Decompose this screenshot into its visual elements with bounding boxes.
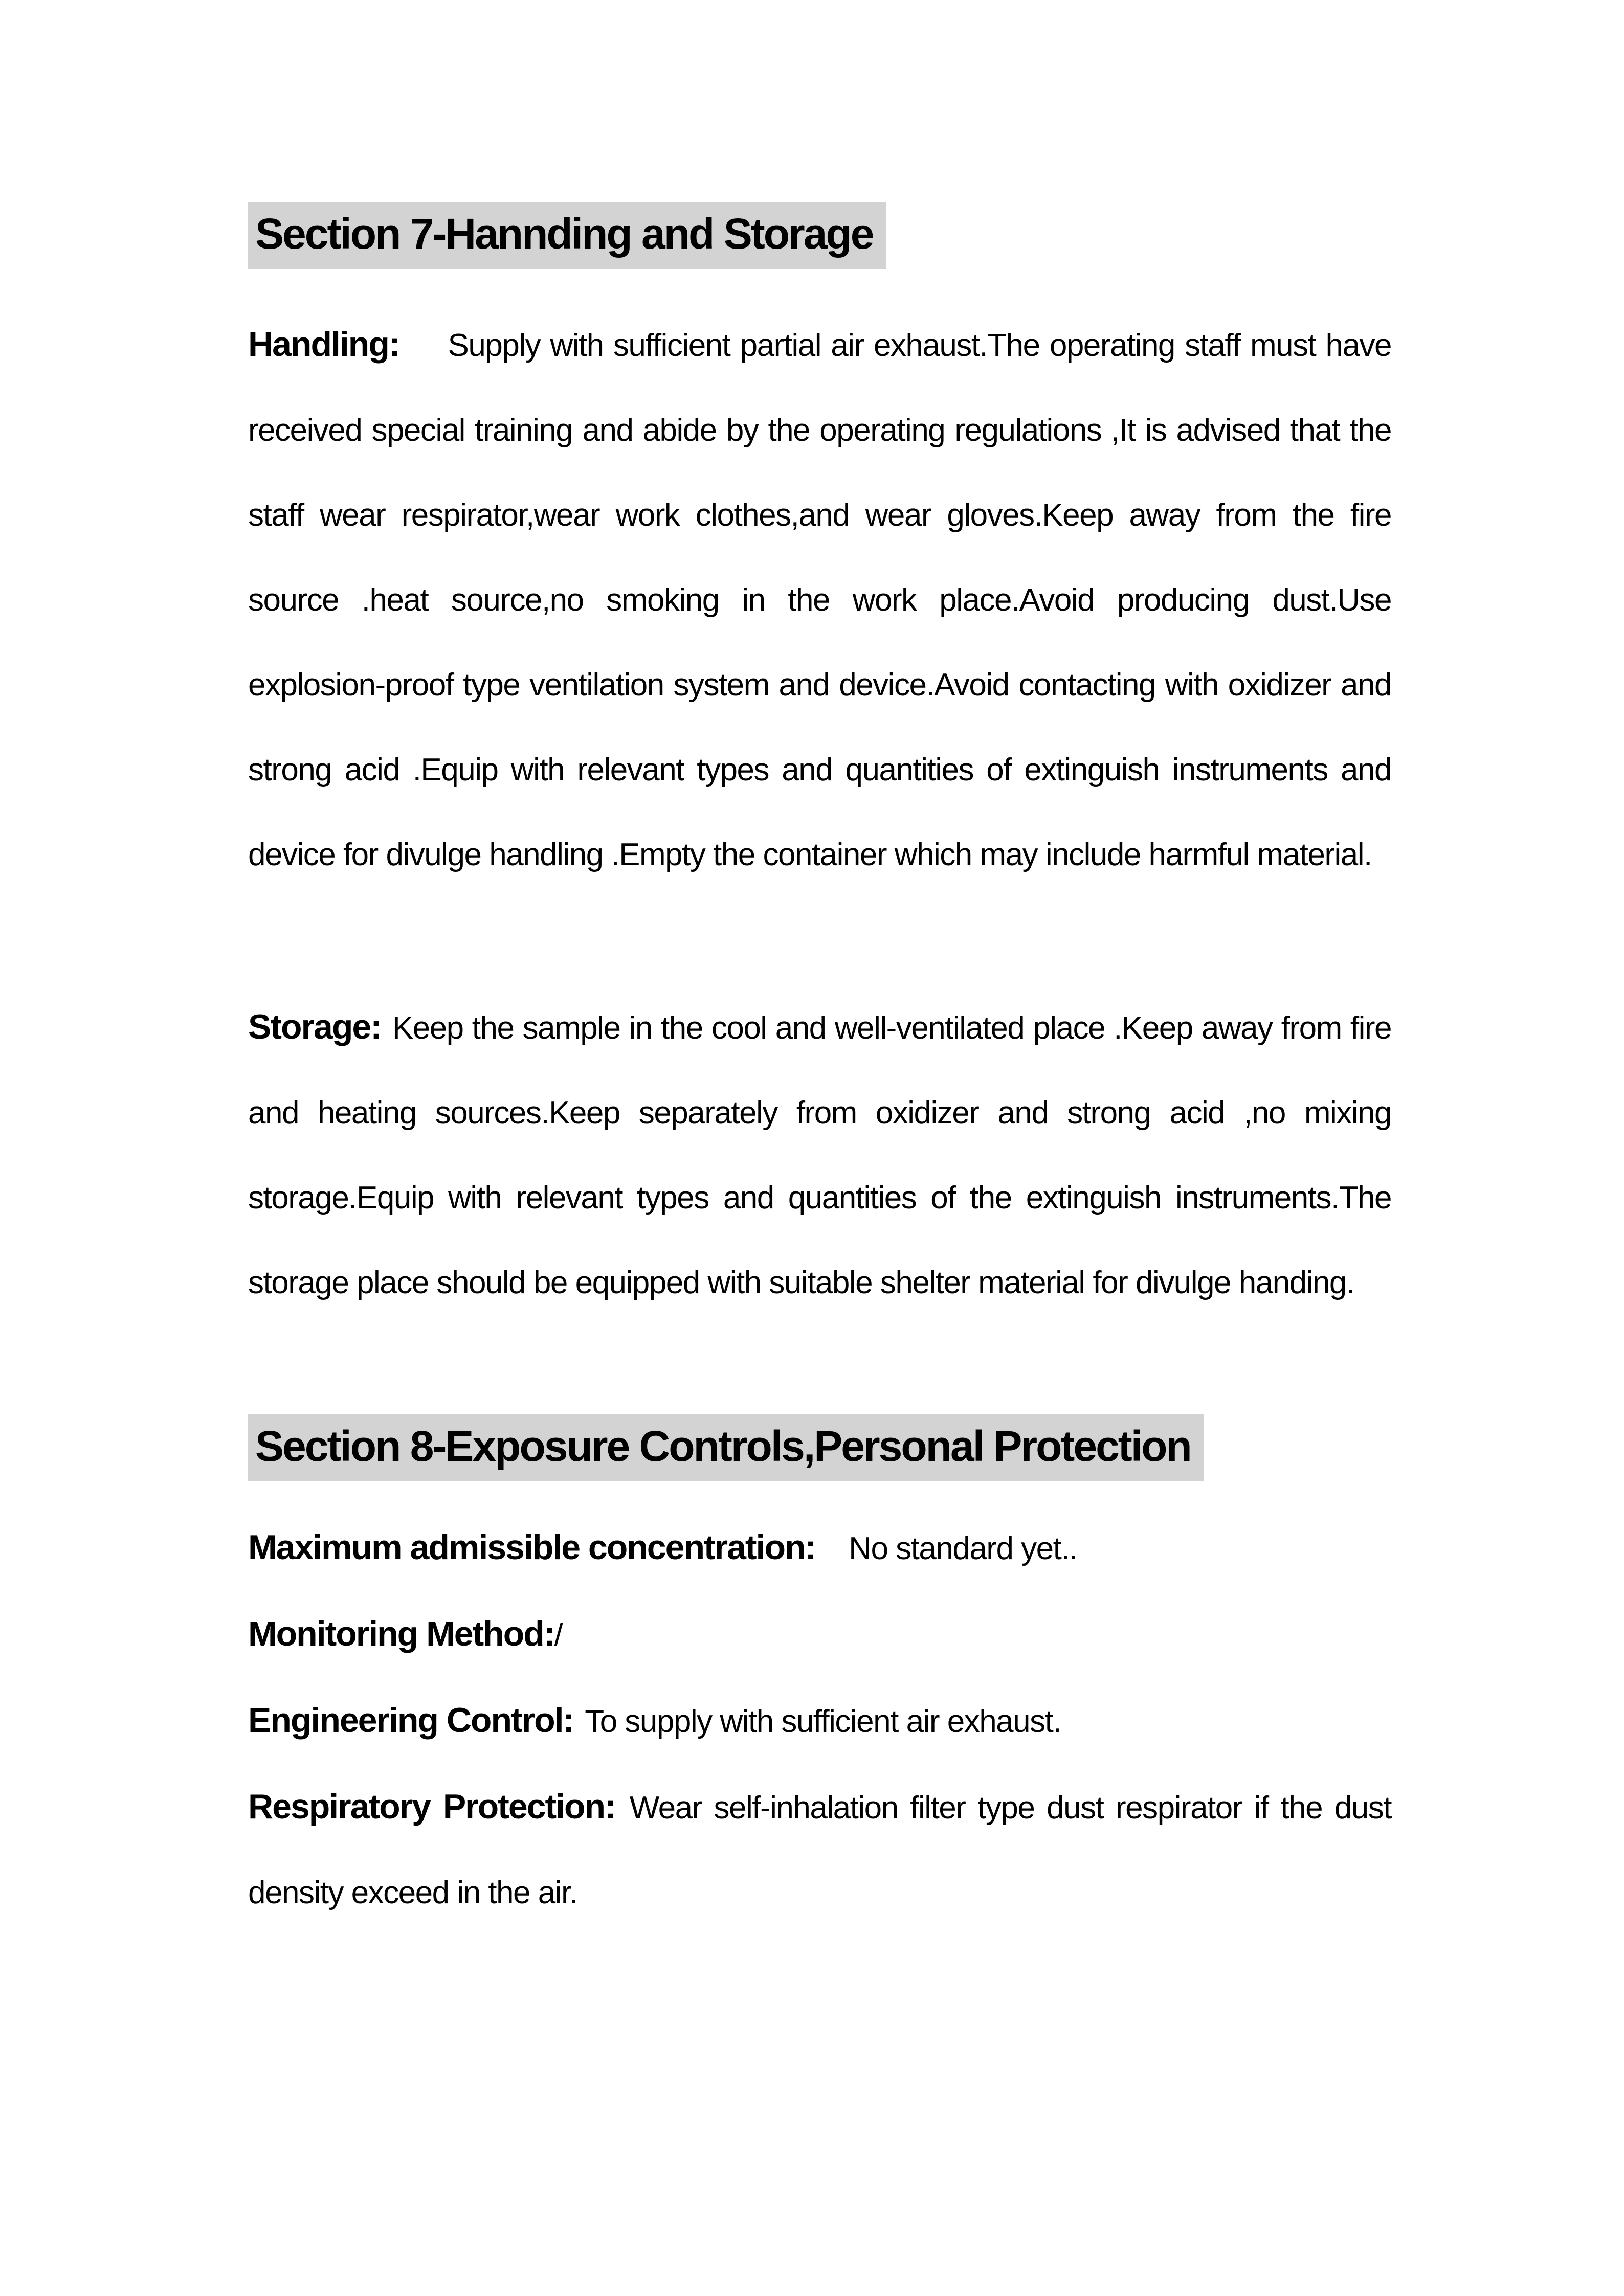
handling-text: Supply with sufficient partial air exhaust.The operating staff must have received special training and abide by the operating regulations ,It is advised that the staff wear respirator,wear work clothes,and wear gloves.Keep away from the fire source .heat source,no smoking in the work place.Avoid producing dust.Use explosion-proof type ventilation system and device.Avoid contacting with oxidizer and strong acid .Equip with relevant types and quantities of extinguish instruments and device for divulge handling .Empty the container which may include harmful material. xyxy=(248,328,1391,873)
storage-label: Storage: xyxy=(248,1007,381,1047)
section7-heading: Section 7-Hannding and Storage xyxy=(248,202,886,269)
storage-paragraph xyxy=(248,984,1391,1325)
section8-heading: Section 8-Exposure Controls,Personal Protection xyxy=(248,1414,1204,1481)
respiratory-protection-value: Wear self-inhalation filter type dust respirator if the dust density exceed in the air. xyxy=(248,1790,1392,1911)
monitoring-method-row xyxy=(248,1591,1391,1678)
engineering-control-label: Engineering Control: xyxy=(248,1701,574,1740)
section8-items xyxy=(248,1505,1391,1935)
max-admissible-concentration-label: Maximum admissible concentration: xyxy=(248,1528,816,1567)
respiratory-protection-row xyxy=(248,1764,1391,1935)
respiratory-protection-label: Respiratory Protection: xyxy=(248,1787,615,1827)
handling-paragraph xyxy=(248,302,1391,897)
storage-text: Keep the sample in the cool and well-ventilated place .Keep away from fire and heating sources.Keep separately from oxidizer and strong acid ,no mixing storage.Equip with relevant types and quantities of the extinguish instruments.The storage place should be equipped with suitable shelter material for divulge handing. xyxy=(248,1010,1391,1301)
engineering-control-row xyxy=(248,1678,1391,1764)
monitoring-method-label: Monitoring Method: xyxy=(248,1614,554,1654)
engineering-control-value: To supply with sufficient air exhaust. xyxy=(585,1704,1061,1740)
monitoring-method-value: / xyxy=(554,1617,563,1653)
max-admissible-concentration-row xyxy=(248,1505,1391,1591)
max-admissible-concentration-value: No standard yet.. xyxy=(849,1531,1077,1567)
handling-label: Handling: xyxy=(248,325,399,364)
